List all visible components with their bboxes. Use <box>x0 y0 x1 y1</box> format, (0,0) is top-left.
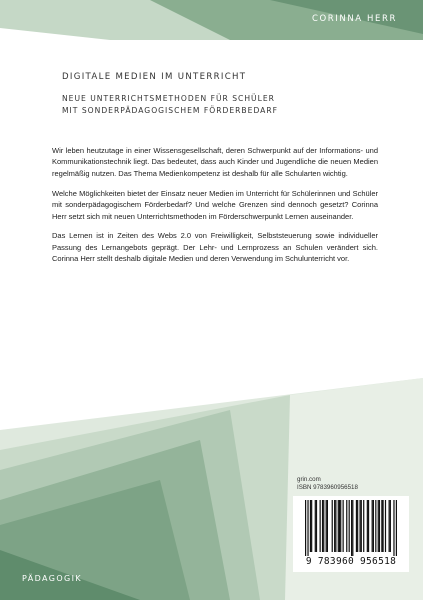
barcode-bar <box>323 500 324 552</box>
barcode-bar <box>327 500 328 552</box>
author-name: CORINNA HERR <box>311 14 397 24</box>
barcode-bar <box>356 500 357 552</box>
barcode-bar <box>357 500 358 552</box>
barcode-bar <box>339 500 340 552</box>
barcode-bar <box>349 500 350 552</box>
publisher-info <box>297 476 358 492</box>
barcode-bars <box>305 500 397 556</box>
barcode-bar <box>338 500 339 552</box>
book-subtitle-line-2: MIT SONDERPÄDAGOGISCHEM FÖRDERBEDARF <box>62 105 278 115</box>
book-subtitle-line-1: NEUE UNTERRICHTSMETHODEN FÜR SCHÜLER <box>62 94 275 103</box>
barcode <box>293 496 409 572</box>
title-block <box>62 72 392 116</box>
barcode-bar <box>389 500 390 552</box>
barcode-bar <box>375 500 376 552</box>
barcode-bar <box>322 500 323 552</box>
blurb-paragraph-2: Welche Möglichkeiten bietet der Einsatz neuer Medien im Unterricht für Schülerinnen und Schüler mit sonderpädagogischem Förderbedarf? Und welche Grenzen sind dennoch gesetzt? Corinna Herr setzt sich mit neuen Unterrichtsmethoden im Förderschwerpunkt Lernen auseinander. <box>52 188 378 221</box>
barcode-bar <box>315 500 316 552</box>
barcode-bar <box>352 500 353 556</box>
barcode-bar <box>367 500 368 552</box>
barcode-bar <box>307 500 308 556</box>
barcode-bar <box>363 500 364 552</box>
category-label: PÄDAGOGIK <box>22 574 83 583</box>
barcode-bar <box>373 500 374 552</box>
barcode-bar <box>340 500 341 552</box>
barcode-bar <box>379 500 380 552</box>
barcode-bar <box>385 500 386 552</box>
barcode-bar <box>351 500 352 556</box>
barcode-bar <box>316 500 317 552</box>
barcode-bar <box>393 500 394 556</box>
barcode-bar <box>335 500 336 552</box>
barcode-bar <box>311 500 312 552</box>
barcode-bar <box>305 500 306 556</box>
barcode-bar <box>361 500 362 552</box>
barcode-bar <box>372 500 373 552</box>
barcode-bar <box>334 500 335 552</box>
barcode-bar <box>326 500 327 552</box>
barcode-bar <box>346 500 347 552</box>
book-title: DIGITALE MEDIEN IM UNTERRICHT <box>62 72 247 82</box>
barcode-bar <box>343 500 344 552</box>
barcode-bar <box>320 500 321 552</box>
publisher-site: grin.com <box>297 476 321 483</box>
barcode-bar <box>359 500 360 552</box>
barcode-bar <box>382 500 383 552</box>
barcode-bar <box>381 500 382 552</box>
barcode-bar <box>378 500 379 552</box>
barcode-bar <box>390 500 391 552</box>
blurb <box>52 145 378 273</box>
barcode-bar <box>332 500 333 552</box>
isbn-text: ISBN 9783960956518 <box>297 484 358 491</box>
blurb-paragraph-3: Das Lernen ist in Zeiten des Webs 2.0 von Freiwilligkeit, Selbststeuerung sowie individueller Passung des Lernangebots geprägt. Der Lehr- und Lernprozess an Schulen verändert sich. Corinna Herr stellt deshalb digitale Medien und deren Verwendung im Schulunterricht vor. <box>52 231 378 264</box>
barcode-bar <box>368 500 369 552</box>
barcode-bar <box>310 500 311 552</box>
barcode-number: 9 783960 956518 <box>305 556 397 567</box>
blurb-paragraph-1: Wir leben heutzutage in einer Wissensgesellschaft, deren Schwerpunkt auf der Informations- und Kommunikationstechnik liegt. Das bedeutet, dass auch Kinder und Jugendliche die neuen Medien regelmäßig nutzen. Das Thema Medienkompetenz ist deshalb für alle Schularten wichtig. <box>52 146 378 178</box>
barcode-bar <box>396 500 397 556</box>
